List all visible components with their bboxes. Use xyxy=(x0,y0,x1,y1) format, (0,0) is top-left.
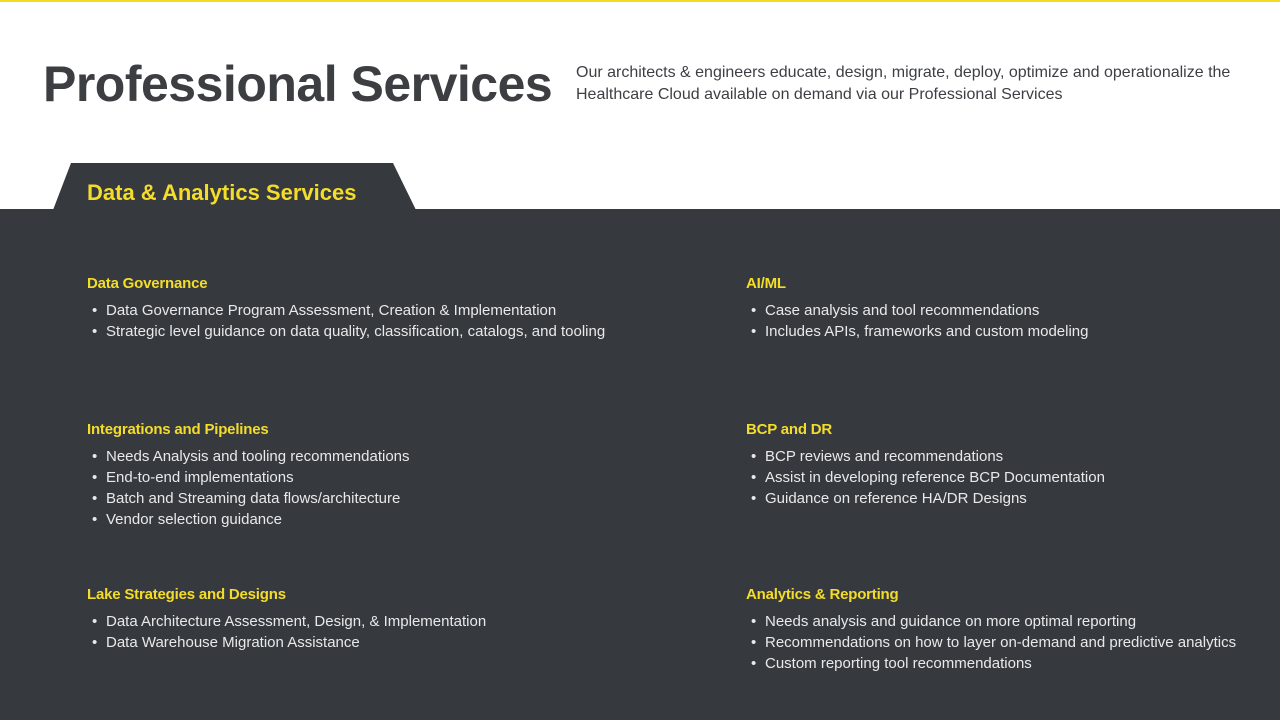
bullet-list xyxy=(746,446,1105,509)
section-heading: AI/ML xyxy=(746,275,786,292)
list-item: • Data Governance Program Assessment, Creation & Implementation xyxy=(87,300,605,321)
services-tab-label: Data & Analytics Services xyxy=(87,180,357,205)
section-heading: Data Governance xyxy=(87,275,208,292)
page-title: Professional Services xyxy=(43,56,553,112)
list-item: • Needs analysis and guidance on more optimal reporting xyxy=(746,611,1236,632)
list-item: • Strategic level guidance on data quality, classification, catalogs, and tooling xyxy=(87,321,605,342)
list-item: • Guidance on reference HA/DR Designs xyxy=(746,488,1105,509)
list-item: • Custom reporting tool recommendations xyxy=(746,653,1236,674)
list-item: • Data Warehouse Migration Assistance xyxy=(87,632,486,653)
list-item: • Assist in developing reference BCP Documentation xyxy=(746,467,1105,488)
section-data-governance xyxy=(87,274,605,342)
page-description: Our architects & engineers educate, design, migrate, deploy, optimize and operationalize the Healthcare Cloud available on demand via our Professional Services xyxy=(576,64,1231,103)
bullet-list xyxy=(87,611,486,653)
bullet-list xyxy=(87,446,410,530)
section-heading: Lake Strategies and Designs xyxy=(87,586,286,603)
bullet-list xyxy=(746,611,1236,674)
section-ai-ml xyxy=(746,274,1088,342)
list-item: • Data Architecture Assessment, Design, & Implementation xyxy=(87,611,486,632)
section-analytics-reporting xyxy=(746,585,1236,674)
list-item: • Includes APIs, frameworks and custom modeling xyxy=(746,321,1088,342)
section-integrations-pipelines xyxy=(87,420,410,530)
list-item: • Case analysis and tool recommendations xyxy=(746,300,1088,321)
list-item: • Recommendations on how to layer on-demand and predictive analytics xyxy=(746,632,1236,653)
bullet-list xyxy=(87,300,605,342)
list-item: • Vendor selection guidance xyxy=(87,509,410,530)
section-heading: Integrations and Pipelines xyxy=(87,421,269,438)
section-heading: BCP and DR xyxy=(746,421,833,438)
list-item: • End-to-end implementations xyxy=(87,467,410,488)
list-item: • BCP reviews and recommendations xyxy=(746,446,1105,467)
section-bcp-dr xyxy=(746,420,1105,509)
section-lake-strategies xyxy=(87,585,486,653)
bullet-list xyxy=(746,300,1088,342)
section-heading: Analytics & Reporting xyxy=(746,586,899,603)
list-item: • Batch and Streaming data flows/architecture xyxy=(87,488,410,509)
list-item: • Needs Analysis and tooling recommendations xyxy=(87,446,410,467)
top-accent-rule xyxy=(0,0,1280,2)
